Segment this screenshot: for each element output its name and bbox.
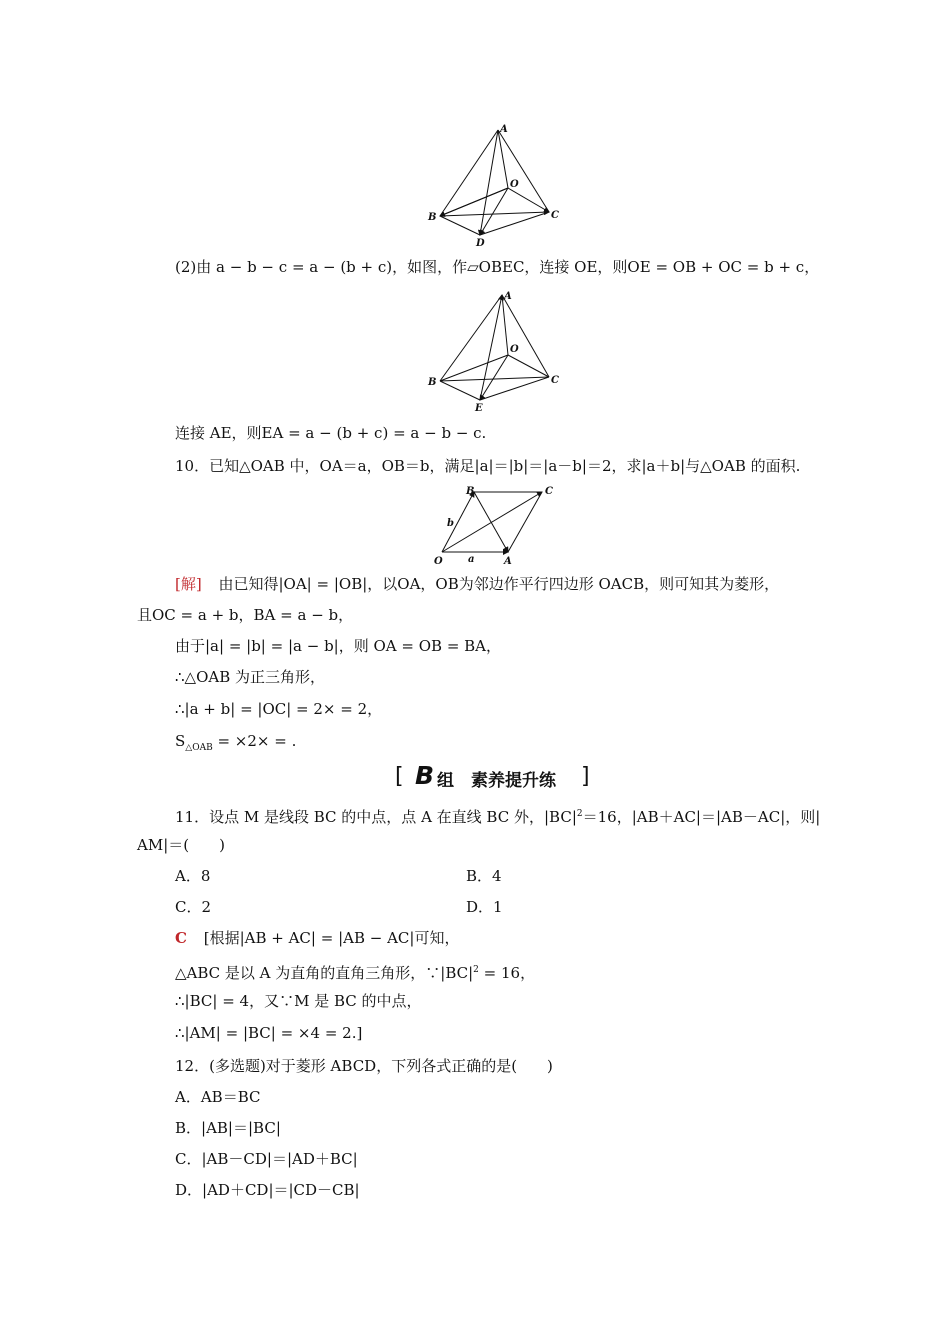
area-symbol: S — [175, 732, 186, 750]
solution-10-line-2: 且OC = a + b，BA = a − b， — [137, 606, 354, 624]
answer-11-text-b: △ABC 是以 A 为直角的直角三角形，∵|BC| — [175, 964, 474, 982]
fig1-label-b: B — [428, 212, 437, 223]
fig1-label-o: O — [510, 179, 519, 190]
problem-11-line-1 — [175, 804, 820, 827]
option-11-a: A．8 — [175, 867, 211, 885]
figure-tetrahedron-d — [420, 120, 570, 250]
figure-tetrahedron-e — [420, 285, 570, 415]
solution-10-line-4: ∴△OAB 为正三角形， — [175, 668, 326, 686]
answer-11-line-4: ∴|AM| = |BC| = ×4 = 2.] — [175, 1024, 363, 1042]
answer-11-text-b-rest: = 16， — [478, 964, 536, 982]
section-letter: B — [415, 761, 435, 790]
option-12-d: D．|AD＋CD|＝|CD－CB| — [175, 1181, 360, 1199]
fig3-label-vec-b: b — [447, 518, 454, 529]
option-12-c: C．|AB－CD|＝|AD＋BC| — [175, 1150, 358, 1168]
solution-10-text: 由已知得|OA| = |OB|，以OA，OB为邻边作平行四边形 OACB，则可知其为菱形， — [218, 575, 780, 593]
fig2-label-c: C — [551, 375, 559, 386]
section-title: 组 素养提升练 — [437, 771, 556, 791]
answer-11-line-3: ∴|BC| = 4，又∵M 是 BC 的中点， — [175, 992, 422, 1010]
problem-12-statement: 12．(多选题)对于菱形 ABCD，下列各式正确的是( ) — [175, 1057, 553, 1075]
option-11-b: B．4 — [466, 867, 502, 885]
area-expression: = ×2× = . — [212, 732, 297, 750]
problem-10-statement: 10．已知△OAB 中，OA＝a，OB＝b，满足|a|＝|b|＝|a－b|＝2，求|a＋b|与△OAB 的面积. — [175, 457, 801, 475]
section-bracket-left: [ — [395, 764, 404, 789]
option-11-d: D．1 — [466, 898, 503, 916]
fig3-label-o: O — [434, 556, 443, 567]
fig1-label-d: D — [476, 238, 485, 249]
area-subscript: △OAB — [185, 743, 213, 753]
option-12-a: A．AB＝BC — [175, 1088, 261, 1106]
problem-11-sup: 2 — [576, 809, 583, 819]
answer-11-tag: C — [175, 929, 187, 947]
problem-11-text-b: ＝16，|AB＋AC|＝|AB－AC|，则| — [582, 808, 821, 826]
fig2-label-a: A — [504, 291, 512, 302]
solution-tag: [解] — [175, 575, 202, 593]
answer-11-text-a: [根据|AB + AC| = |AB − AC|可知， — [203, 929, 460, 947]
figure-rhombus — [430, 482, 570, 568]
solution-10-line-3: 由于|a| = |b| = |a − b|，则 OA = OB = BA， — [175, 637, 502, 655]
option-11-c: C．2 — [175, 898, 212, 916]
fig2-label-b: B — [428, 377, 437, 388]
section-bracket-right: ] — [581, 764, 590, 789]
fig1-label-a: A — [500, 124, 508, 135]
fig3-label-a: A — [504, 556, 512, 567]
answer-11-line-1 — [175, 928, 459, 948]
problem-11-line-2: AM|＝( ) — [137, 836, 225, 854]
solution-connect-line: 连接 AE，则EA = a − (b + c) = a − b − c. — [175, 424, 487, 442]
problem-11-text-a: 11．设点 M 是线段 BC 的中点，点 A 在直线 BC 外，|BC| — [175, 808, 577, 826]
answer-11-line-2 — [175, 960, 535, 983]
solution-10-line-6 — [175, 731, 296, 758]
solution-part2-line: (2)由 a − b − c = a − (b + c)，如图，作▱OBEC，连接 OE，则OE = OB + OC = b + c， — [175, 258, 820, 276]
solution-10-line-1 — [175, 574, 779, 594]
answer-11-sup: 2 — [473, 965, 479, 975]
fig3-label-b: B — [466, 486, 475, 497]
solution-10-line-5: ∴|a + b| = |OC| = 2× = 2， — [175, 700, 383, 718]
fig1-label-c: C — [551, 210, 559, 221]
option-12-b: B．|AB|＝|BC| — [175, 1119, 281, 1137]
fig2-label-o: O — [510, 344, 519, 355]
fig2-label-e: E — [475, 403, 483, 414]
fig3-label-vec-a: a — [468, 554, 475, 565]
fig3-label-c: C — [545, 486, 553, 497]
section-heading — [395, 761, 595, 792]
